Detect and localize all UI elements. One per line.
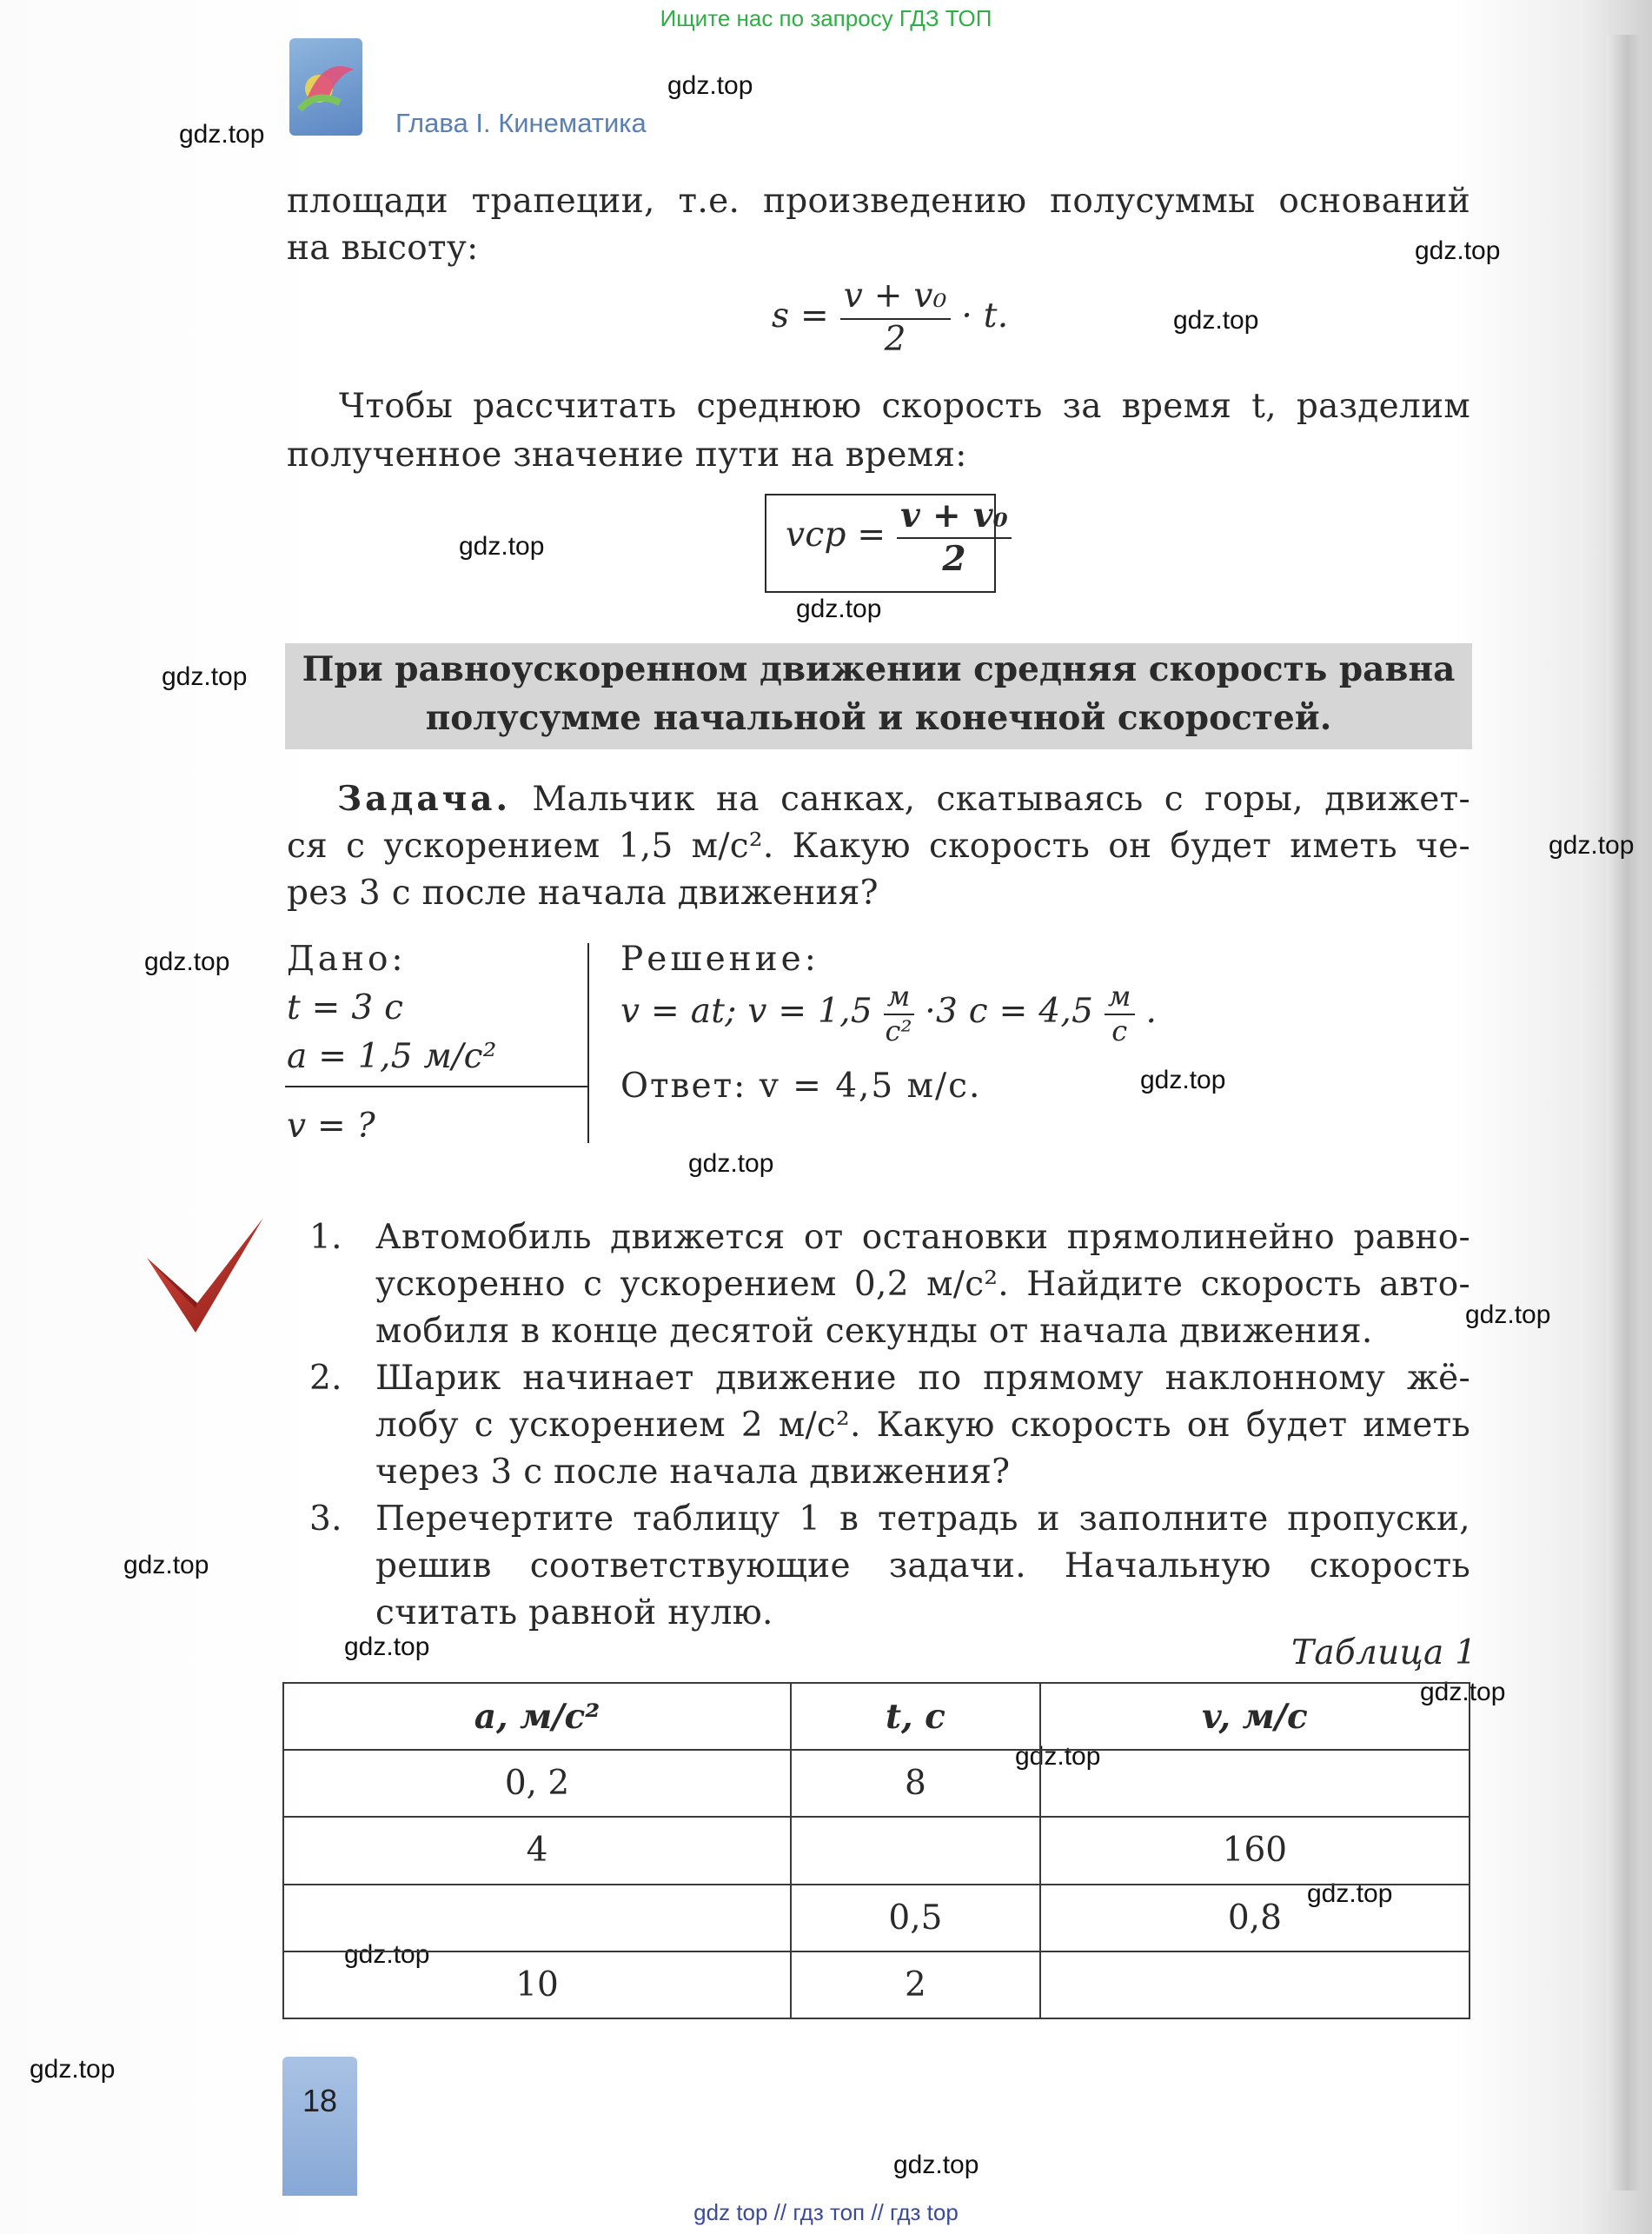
given-time: t = 3 с	[287, 988, 404, 1027]
table-cell	[791, 1817, 1040, 1884]
table-header-cell: a, м/с²	[283, 1683, 791, 1750]
watermark-text: gdz.top	[1140, 1066, 1226, 1094]
table-cell	[1040, 1750, 1470, 1817]
chapter-logo-icon	[289, 38, 362, 136]
task-line: мобиля в конце десятой секунды от начала движения.	[375, 1312, 1373, 1351]
formula-fraction	[897, 495, 1012, 579]
table-cell	[1040, 1951, 1470, 2018]
formula-denominator: 2	[942, 539, 966, 579]
watermark-text: gdz.top	[344, 1632, 430, 1661]
watermark-text: gdz.top	[667, 71, 753, 100]
solution-eq-start: v = at; v = 1,5	[620, 992, 872, 1031]
solution-eq-mid: ·3 с = 4,5	[925, 992, 1094, 1031]
solution-answer: Ответ: v = 4,5 м/с.	[620, 1067, 982, 1106]
solution-label: Решение:	[620, 940, 819, 979]
watermark-text: gdz.top	[162, 662, 248, 691]
problem-line	[337, 775, 1470, 823]
watermark-text: gdz.top	[796, 595, 882, 623]
watermark-text: gdz.top	[1173, 306, 1259, 335]
intro-line: на высоту:	[287, 229, 479, 268]
rule-line: При равноускоренном движении средняя скорость равна	[302, 649, 1456, 689]
avg-text-line: Чтобы рассчитать среднюю скорость за время t, разделим	[339, 387, 1470, 426]
formula-denominator: 2	[884, 320, 906, 359]
given-acceleration: a = 1,5 м/с²	[287, 1037, 497, 1076]
task-number: 3.	[309, 1499, 342, 1539]
table-cell: 0,8	[1040, 1885, 1470, 1951]
formula-lhs: vср =	[786, 515, 886, 555]
watermark-text: gdz.top	[123, 1551, 209, 1579]
problem-line: рез 3 с после начала движения?	[287, 874, 879, 913]
task-number: 2.	[309, 1359, 342, 1398]
task-line: Автомобиль движется от остановки прямолинейно равно-	[375, 1218, 1470, 1257]
chapter-title: Глава I. Кинематика	[395, 108, 647, 138]
table-cell	[283, 1885, 791, 1951]
table-cell: 10	[283, 1951, 791, 2018]
table-header-cell: v, м/с	[1040, 1683, 1470, 1750]
solution-eq-end: .	[1145, 992, 1158, 1031]
task-line: считать равной нулю.	[375, 1593, 773, 1632]
unit-denominator: с²	[885, 1014, 912, 1047]
unit-fraction	[1105, 981, 1135, 1047]
rule-line: полусумме начальной и конечной скоростей.	[425, 698, 1332, 738]
table-header-cell: t, с	[791, 1683, 1040, 1750]
formula-rhs: · t.	[961, 296, 1009, 336]
data-table	[282, 1682, 1470, 2019]
watermark-text: gdz.top	[459, 532, 545, 561]
table-cell: 4	[283, 1817, 791, 1884]
solution-equation	[620, 981, 1157, 1047]
rule-text	[285, 645, 1472, 742]
table-cell: 8	[791, 1750, 1040, 1817]
task-line: решив соответствующие задачи. Начальную скорость	[375, 1546, 1470, 1586]
task-number: 1.	[309, 1218, 342, 1257]
problem-label: Задача.	[337, 779, 512, 819]
table-caption: Таблица 1	[1291, 1633, 1477, 1672]
footer-links[interactable]: gdz top // гдз топ // гдз top	[693, 2199, 959, 2225]
given-label: Дано:	[287, 940, 407, 979]
given-divider-horizontal	[285, 1086, 589, 1087]
task-line: ускоренно с ускорением 0,2 м/с². Найдите скорость авто-	[375, 1265, 1470, 1304]
formula-path	[772, 276, 1008, 360]
problem-line: ся с ускорением 1,5 м/с². Какую скорость он будет иметь че-	[287, 827, 1470, 866]
table-row	[283, 1885, 1470, 1951]
watermark-text: gdz.top	[179, 120, 265, 149]
table-cell: 2	[791, 1951, 1040, 2018]
watermark-text: gdz.top	[1415, 236, 1501, 265]
table-cell: 160	[1040, 1817, 1470, 1884]
unit-denominator: с	[1111, 1014, 1128, 1047]
watermark-text: gdz.top	[30, 2055, 116, 2084]
given-divider-vertical	[587, 943, 589, 1143]
problem-text: Мальчик на санках, скатываясь с горы, движет-	[532, 780, 1470, 819]
watermark-text: gdz.top	[1465, 1300, 1551, 1329]
formula-numerator: v + v₀	[840, 276, 951, 320]
task-line: Перечертите таблицу 1 в тетрадь и заполните пропуски,	[375, 1499, 1470, 1539]
table-row	[283, 1951, 1470, 2018]
watermark-text: gdz.top	[344, 1940, 430, 1969]
table-cell: 0,5	[791, 1885, 1040, 1951]
watermark-text: gdz.top	[1307, 1879, 1393, 1908]
watermark-text: gdz.top	[1420, 1678, 1506, 1706]
formula-numerator: v + v₀	[897, 495, 1012, 539]
page-number-tab	[282, 2057, 357, 2196]
watermark-text: gdz.top	[893, 2151, 979, 2179]
watermark-text: gdz.top	[688, 1149, 774, 1178]
task-line: Шарик начинает движение по прямому наклонному жё-	[375, 1359, 1470, 1398]
formula-lhs: s =	[772, 296, 829, 336]
watermark-text: gdz.top	[1015, 1742, 1101, 1771]
unit-fraction	[884, 981, 914, 1047]
table-cell: 0, 2	[283, 1750, 791, 1817]
given-unknown: v = ?	[287, 1107, 375, 1146]
page-number: 18	[302, 2083, 338, 2118]
watermark-text: gdz.top	[144, 947, 230, 976]
table-row	[283, 1750, 1470, 1817]
unit-numerator: м	[884, 981, 914, 1015]
table-row	[283, 1817, 1470, 1884]
intro-line: площади трапеции, т.е. произведению полусуммы оснований	[287, 182, 1470, 221]
formula-fraction	[840, 276, 951, 360]
page-spine-shadow	[1607, 35, 1642, 2191]
watermark-text: gdz.top	[1549, 831, 1635, 860]
checkmark-icon	[143, 1213, 265, 1334]
avg-text-line: полученное значение пути на время:	[287, 435, 967, 475]
search-banner[interactable]: Ищите нас по запросу ГДЗ ТОП	[660, 5, 992, 31]
task-line: через 3 с после начала движения?	[375, 1453, 1011, 1492]
unit-numerator: м	[1105, 981, 1135, 1015]
table-header-row	[283, 1683, 1470, 1750]
formula-average-speed	[786, 495, 1012, 579]
task-line: лобу с ускорением 2 м/с². Какую скорость он будет иметь	[375, 1406, 1470, 1445]
